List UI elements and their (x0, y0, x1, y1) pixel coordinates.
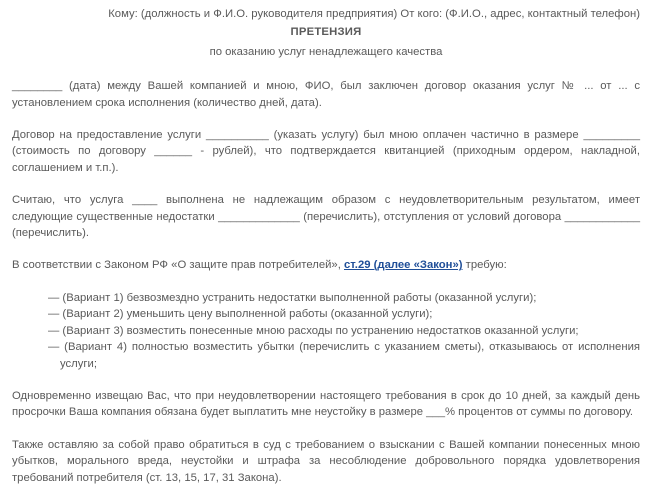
list-item: — (Вариант 3) возместить понесенные мною расходы по устранению недостатков оказанной услуги; (48, 324, 579, 337)
list-item: — (Вариант 1) безвозмездно устранить недостатки выполненной работы (оказанной услуги); (48, 291, 537, 304)
document-subtitle: по оказанию услуг ненадлежащего качества (209, 45, 443, 58)
list-item: — (Вариант 4) полностью возместить убытки (перечислить с указанием сметы), отказываюсь от исполнения услуги; (48, 341, 640, 370)
paragraph-law-demand (12, 257, 640, 273)
addressee-line: Кому: (должность и Ф.И.О. руководителя предприятия) От кого: (Ф.И.О., адрес, контактный телефон) (108, 8, 640, 20)
paragraph-contract: ________ (дата) между Вашей компанией и мною, ФИО, был заключен договор оказания услуг № ... от ... с установлением срока исполнения (количество дней, дата). (12, 80, 640, 109)
spacer (12, 176, 640, 192)
document-title: ПРЕТЕНЗИЯ (290, 26, 362, 39)
spacer (12, 372, 640, 388)
law-article-link[interactable]: ст.29 (далее «Закон») (343, 259, 463, 272)
spacer (12, 421, 640, 437)
spacer (12, 274, 640, 290)
paragraph-defects: Считаю, что услуга ____ выполнена не надлежащим образом с неудовлетворительным результатом, имеет следующие существенные недостатки _____________ (перечислить), отступления от условий договора ____________ (перечислить). (12, 194, 640, 240)
spacer (12, 111, 640, 127)
demand-text: требую: (462, 259, 507, 272)
spacer (12, 241, 640, 257)
spacer (12, 60, 640, 78)
variants-list (12, 290, 640, 372)
paragraph-court: Также оставляю за собой право обратиться в суд с требованием о взыскании с Вашей компании понесенных мною убытков, морального вреда, неустойки и штрафа за несоблюдение добровольного порядка удовлетворения требований потребителя (ст. 13, 15, 17, 31 Закона). (12, 438, 640, 484)
paragraph-payment: Договор на предоставление услуги __________ (указать услугу) был мною оплачен частично в размере _________ (стоимость по договору ______ - рублей), что подтверждается квитанцией (приходным ордером, накладной, соглашением и т.п.). (12, 129, 640, 174)
list-item: — (Вариант 2) уменьшить цену выполненной работы (оказанной услуги); (48, 308, 433, 321)
paragraph-penalty: Одновременно извещаю Вас, что при неудовлетворении настоящего требования в срок до 10 дней, за каждый день просрочки Ваша компания обязана будет выплатить мне неустойку в размере ___% процентов от суммы по договору. (12, 389, 640, 419)
law-intro-text: В соответствии с Законом РФ «О защите прав потребителей», (12, 259, 344, 272)
